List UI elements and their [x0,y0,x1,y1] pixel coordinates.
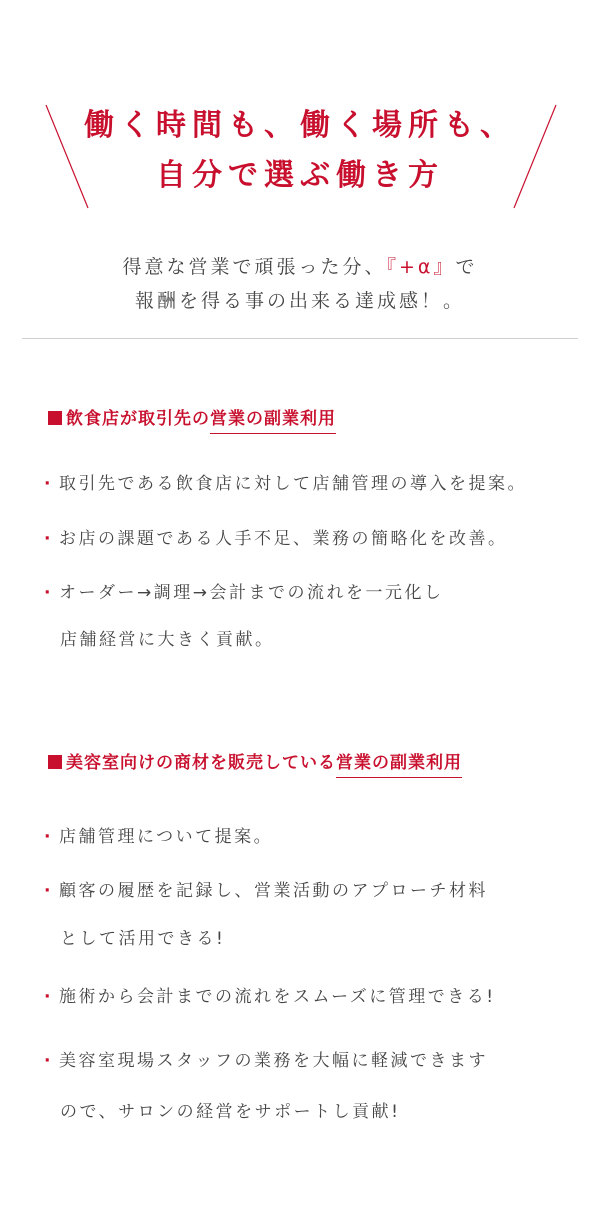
section2-title [48,748,462,773]
list-item-text: 施術から会計までの流れをスムーズに管理できる! [58,987,496,1007]
square-bullet-icon [48,755,62,769]
headline-line-2: 自分で選ぶ働き方 [156,158,444,193]
list-item [44,982,496,1007]
list-item [44,578,443,603]
list-item-continuation: として活用できる! [60,929,226,949]
divider [22,338,578,339]
bullet-dot-icon: · [44,827,53,847]
lead-highlight: 『+α』 [386,256,456,278]
section1-title-underlined: 営業の副業利用 [210,409,336,434]
list-item-continuation: ので、サロンの経営をサポートし貢献! [60,1102,401,1122]
section2-title-lead: 美容室向けの商材を販売している [66,753,336,773]
list-item-continuation: 店舗経営に大きく貢献。 [60,630,275,650]
list-item-text: 美容室現場スタッフの業務を大幅に軽減できます [58,1051,488,1071]
section1-title [48,404,336,429]
lead-text-after: で [455,256,478,278]
bullet-dot-icon: · [44,1051,53,1071]
list-item-text: オーダー→調理→会計までの流れを一元化し [58,583,444,603]
list-item [44,822,273,847]
list-item [44,469,527,494]
section1-title-lead: 飲食店が取引先の [66,409,210,429]
bullet-dot-icon: · [44,987,53,1007]
list-item-text: 店舗管理について提案。 [58,827,274,847]
lead-text-before: 得意な営業で頑張った分、 [122,256,387,278]
bullet-dot-icon: · [44,583,53,603]
headline-line-1: 働く時間も、働く場所も、 [84,108,516,143]
hero-headline [0,0,600,230]
lead-line-1 [0,252,600,279]
list-item-text: 取引先である飲食店に対して店舗管理の導入を提案。 [58,474,527,494]
square-bullet-icon [48,411,62,425]
list-item-text: お店の課題である人手不足、業務の簡略化を改善。 [58,529,508,549]
list-item [44,1046,488,1071]
list-item [44,876,488,901]
section2-title-underlined: 営業の副業利用 [336,753,462,778]
bullet-dot-icon: · [44,529,53,549]
lead-line-2: 報酬を得る事の出来る達成感！。 [134,290,465,312]
list-item [44,524,507,549]
bullet-dot-icon: · [44,474,53,494]
bullet-dot-icon: · [44,881,53,901]
list-item-text: 顧客の履歴を記録し、営業活動のアプローチ材料 [58,881,488,901]
